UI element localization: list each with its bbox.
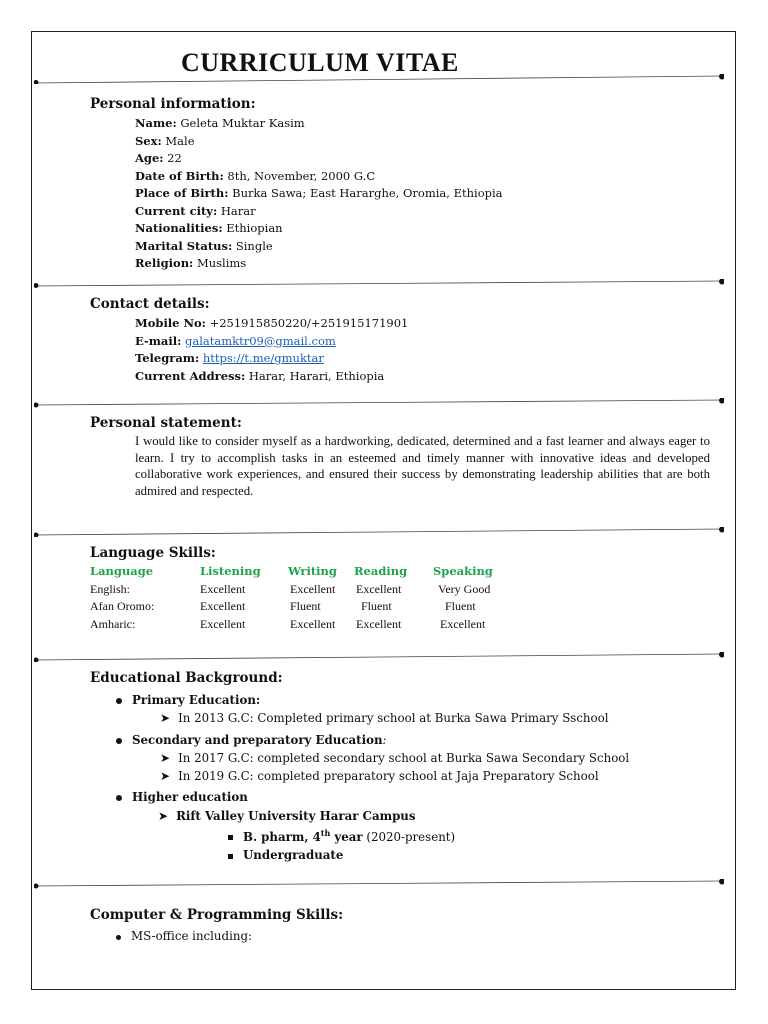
secondary-education-item: ➤ In 2017 G.C: completed secondary school at Burka Sawa Secondary School xyxy=(160,751,630,765)
contact-heading: Contact details: xyxy=(90,296,210,312)
statement-heading: Personal statement: xyxy=(90,415,242,431)
contact-address: Current Address: Harar, Harari, Ethiopia xyxy=(135,368,385,383)
arrow-bullet-icon: ➤ xyxy=(158,809,169,823)
cell: Fluent xyxy=(290,599,321,613)
info-row-nationality: Nationalities: Ethiopian xyxy=(135,221,283,235)
cell: Excellent xyxy=(290,616,336,631)
cell: Excellent xyxy=(356,616,402,631)
section-divider xyxy=(34,652,724,660)
bullet-icon xyxy=(116,698,122,704)
cell: Amharic: xyxy=(90,616,136,631)
primary-education-item: ➤ In 2013 G.C: Completed primary school at Burka Sawa Primary Sschool xyxy=(160,711,609,725)
info-row-religion: Religion: Muslims xyxy=(135,256,247,270)
contact-mobile: Mobile No: +251915850220/+251915171901 xyxy=(135,316,409,330)
cell: Fluent xyxy=(445,599,476,613)
university-item: ➤ Rift Valley University Harar Campus xyxy=(158,809,416,823)
cell: English: xyxy=(90,581,131,596)
statement-text: I would like to consider myself as a hardworking, dedicated, determined and a fast learner and always eager to learn. I try to accomplish tasks in an esteemed and timely manner with innovative ideas and developed collaborative work experiences, and ensured their success by demonstrating leadership abilities that are both admired and respected. xyxy=(135,434,710,499)
square-bullet-icon xyxy=(228,835,233,840)
info-row-marital: Marital Status: Single xyxy=(135,238,273,253)
level-item: Undergraduate xyxy=(228,848,343,862)
preparatory-education-item: ➤ In 2019 G.C: completed preparatory school at Jaja Preparatory School xyxy=(160,769,599,783)
col-writing: Writing xyxy=(288,564,337,578)
cell: Excellent xyxy=(200,599,246,613)
language-heading: Language Skills: xyxy=(90,545,216,561)
contact-telegram: Telegram: https://t.me/gmuktar xyxy=(135,351,324,365)
contact-list xyxy=(135,315,408,385)
cell: Excellent xyxy=(356,581,402,596)
info-row-age: Age: 22 xyxy=(135,151,182,165)
section-divider xyxy=(34,527,724,535)
info-row-name: Name: Geleta Muktar Kasim xyxy=(135,116,305,130)
telegram-link[interactable]: https://t.me/gmuktar xyxy=(202,351,324,365)
info-row-city: Current city: Harar xyxy=(135,203,256,218)
arrow-bullet-icon: ➤ xyxy=(160,769,171,783)
cell: Afan Oromo: xyxy=(90,599,155,613)
arrow-bullet-icon: ➤ xyxy=(160,751,171,765)
contact-email: E-mail: galatamktr09@gmail.com xyxy=(135,333,336,348)
secondary-education: Secondary and preparatory Education: xyxy=(116,733,387,747)
cell: Excellent xyxy=(200,616,246,631)
section-divider xyxy=(34,279,724,287)
cell: Very Good xyxy=(438,581,491,596)
personal-info-heading: Personal information: xyxy=(90,96,256,112)
higher-education: Higher education xyxy=(116,790,248,804)
section-divider xyxy=(34,74,724,82)
bullet-icon xyxy=(116,795,122,801)
col-language: Language xyxy=(90,564,154,578)
section-divider xyxy=(34,398,724,406)
section-divider xyxy=(34,879,724,887)
square-bullet-icon xyxy=(228,854,233,859)
cell: Excellent xyxy=(200,581,246,596)
computer-skill-item: MS-office including: xyxy=(116,929,252,943)
personal-info-list xyxy=(135,115,503,273)
info-row-pob: Place of Birth: Burka Sawa; East Hararghe, Oromia, Ethiopia xyxy=(135,186,503,200)
col-speaking: Speaking xyxy=(433,564,493,578)
bullet-icon xyxy=(116,738,122,744)
cell: Excellent xyxy=(290,581,336,596)
col-reading: Reading xyxy=(354,564,408,578)
page-title: CURRICULUM VITAE xyxy=(181,48,459,77)
computer-skills-heading: Computer & Programming Skills: xyxy=(90,907,344,923)
primary-education: Primary Education: xyxy=(116,693,260,707)
cell: Excellent xyxy=(440,616,486,631)
email-link[interactable]: galatamktr09@gmail.com xyxy=(185,333,336,348)
info-row-sex: Sex: Male xyxy=(135,133,195,148)
education-heading: Educational Background: xyxy=(90,670,283,686)
col-listening: Listening xyxy=(200,564,261,578)
info-row-dob: Date of Birth: 8th, November, 2000 G.C xyxy=(135,168,376,183)
bullet-icon xyxy=(116,935,121,940)
cell: Fluent xyxy=(361,599,392,613)
arrow-bullet-icon: ➤ xyxy=(160,711,171,725)
degree-item: B. pharm, 4th year (2020-present) xyxy=(228,828,455,844)
